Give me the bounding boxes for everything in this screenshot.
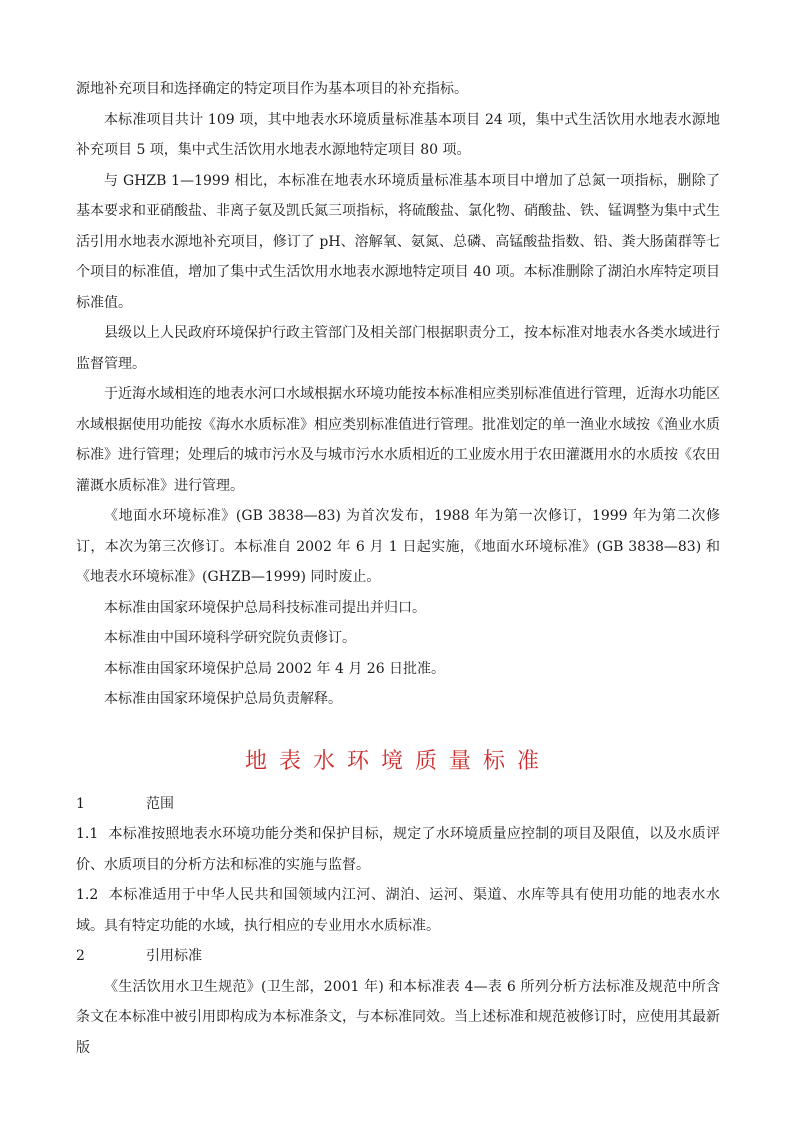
section-number: 1 — [76, 795, 85, 812]
clause-text: 本标准按照地表水环境功能分类和保护目标，规定了水环境质量应控制的项目及限值，以及水质评价、水质项目的分析方法和标准的实施与监督。 — [76, 826, 720, 873]
paragraph: 于近海水域相连的地表水河口水域根据水环境功能按本标准相应类别标准值进行管理，近海水功能区水域根据使用功能按《海水水质标准》相应类别标准值进行管理。批准划定的单一渔业水域按《渔业水质标准》进行管理；处理后的城市污水及与城市污水水质相近的工业废水用于农田灌溉用水的水质按《农田灌溉水质标准》进行管理。 — [76, 386, 720, 494]
section-label: 范围 — [146, 795, 174, 812]
paragraph: 本标准项目共计 109 项，其中地表水环境质量标准基本项目 24 项，集中式生活饮用水地表水源地补充项目 5 项，集中式生活饮用水地表水源地特定项目 80 项。 — [76, 111, 720, 158]
paragraph: 本标准由国家环境保护总局 2002 年 4 月 26 日批准。 — [104, 660, 446, 677]
clause-1-1 — [76, 819, 720, 880]
section-heading-scope — [76, 789, 720, 820]
document-page — [76, 74, 720, 1063]
paragraph: 本标准由国家环境保护总局科技标准司提出并归口。 — [104, 599, 426, 616]
paragraph: 县级以上人民政府环境保护行政主管部门及相关部门根据职责分工，按本标准对地表水各类水域进行监督管理。 — [76, 325, 720, 372]
foreword-section — [76, 74, 720, 715]
paragraph: 本标准由中国环境科学研究院负责修订。 — [104, 630, 356, 646]
section-label: 引用标准 — [146, 948, 202, 964]
clause-number: 1.1 — [76, 826, 99, 842]
references-paragraph: 《生活饮用水卫生规范》(卫生部，2001 年) 和本标准表 4—表 6 所列分析方法标准及规范中所含条文在本标准中被引用即构成为本标准条文，与本标准同效。当上述标准和规范被修订时，应使用其最新版 — [76, 978, 720, 1056]
paragraph: 《地面水环境标准》(GB 3838—83) 为首次发布，1988 年为第一次修订，1999 年为第二次修订，本次为第三次修订。本标准自 2002 年 6 月 1 日起实施，《地面水环境标准》(GB 3838—83) 和《地表水环境标准》(GHZB—1999) 同时废止。 — [76, 508, 720, 585]
paragraph: 本标准由国家环境保护总局负责解释。 — [104, 691, 342, 707]
clause-number: 1.2 — [76, 887, 99, 903]
paragraph: 源地补充项目和选择确定的特定项目作为基本项目的补充指标。 — [76, 81, 468, 97]
section-number: 2 — [76, 948, 85, 964]
document-title: 地表水环境质量标准 — [244, 748, 551, 774]
clause-text: 本标准适用于中华人民共和国领域内江河、湖泊、运河、渠道、水库等具有使用功能的地表水水域。具有特定功能的水域，执行相应的专业用水水质标准。 — [76, 887, 720, 934]
paragraph: 与 GHZB 1—1999 相比，本标准在地表水环境质量标准基本项目中增加了总氮一项指标，删除了基本要求和亚硝酸盐、非离子氨及凯氏氮三项指标，将硫酸盐、氯化物、硝酸盐、铁、锰调整为集中式生活引用水地表水源地补充项目，修订了 pH、溶解氧、氨氮、总磷、高锰酸盐指数、铅、粪大肠菌群等七个项目的标准值，增加了集中式生活饮用水地表水源地特定项目 40 项。本标准删除了湖泊水库特定项目标准值。 — [76, 172, 720, 311]
section-heading-references — [76, 941, 720, 972]
clause-1-2 — [76, 880, 720, 941]
